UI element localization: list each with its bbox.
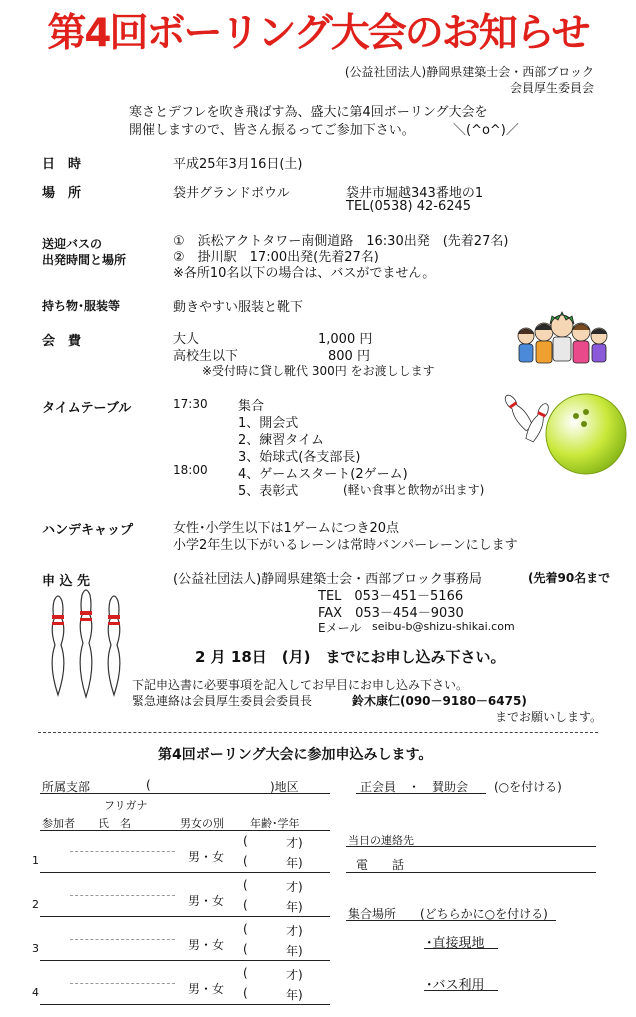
- apply-email-label: Eメール: [318, 621, 362, 635]
- timetable-item4: 4、ゲームスタート(2ゲーム): [238, 467, 408, 482]
- timetable-item1: 1、開会式: [238, 416, 299, 431]
- row-divider: [40, 960, 330, 961]
- furigana-field[interactable]: [70, 983, 175, 984]
- timetable-item5-note: (軽い食事と飲物が出ます): [343, 483, 485, 497]
- option-bus-underline: [424, 990, 498, 991]
- header-underline: [40, 830, 330, 831]
- grade-unit: 年): [286, 988, 303, 1002]
- membership-underline: [356, 793, 486, 794]
- apply-label: 申 込 先: [42, 574, 91, 589]
- col-gender: 男女の別: [180, 817, 224, 830]
- furigana-label: フリガナ: [104, 799, 148, 812]
- row-number: 4: [32, 986, 39, 999]
- timetable-item5: 5、表彰式: [238, 484, 299, 499]
- timetable-item3: 3、始球式(各支部長): [238, 450, 361, 465]
- fee-note: ※受付時に貸し靴代 300円 をお渡しします: [202, 364, 435, 378]
- grade-paren-open: (: [243, 942, 248, 956]
- apply-fax: FAX 053－454－9030: [318, 606, 464, 621]
- deadline: 2 月 18日 (月) までにお申し込み下さい。: [195, 648, 506, 666]
- age-paren-open: (: [243, 922, 248, 936]
- bus-label-line1: 送迎バスの: [42, 237, 103, 251]
- grade-unit: 年): [286, 944, 303, 958]
- branch-label: 所属支部: [42, 780, 91, 794]
- items-value: 動きやすい服装と靴下: [173, 300, 304, 315]
- apply-limit: (先着90名まで: [528, 571, 611, 585]
- apply-tel: TEL 053－451－5166: [318, 589, 464, 604]
- row-number: 1: [32, 854, 39, 867]
- gender-select[interactable]: 男・女: [188, 894, 225, 908]
- handicap-label: ハンデキャップ: [42, 523, 134, 538]
- row-number: 3: [32, 942, 39, 955]
- organizer-line2: 会員厚生委員会: [509, 81, 594, 95]
- col-participant: 参加者: [42, 817, 75, 830]
- meeting-option-bus[interactable]: ･バス利用: [426, 978, 485, 993]
- age-unit: 才): [286, 924, 303, 938]
- notes-line2-name: 鈴木康仁(090－9180－6475): [352, 694, 527, 708]
- option-direct-underline: [424, 948, 498, 949]
- meeting-label: 集合場所: [348, 907, 397, 921]
- date-label: 日 時: [42, 157, 82, 172]
- separator: [38, 732, 598, 733]
- handicap-line1: 女性･小学生以下は1ゲームにつき20点: [173, 521, 400, 536]
- membership-note: (○を付ける): [494, 780, 562, 794]
- bowling-pins-illustration: [40, 585, 135, 700]
- timetable-gather: 集合: [238, 399, 265, 414]
- page-title: 第4回ボーリング大会のお知らせ: [47, 11, 589, 56]
- col-name: 氏 名: [98, 817, 131, 830]
- grade-paren-open: (: [243, 986, 248, 1000]
- meeting-note: (どちらかに○を付ける): [420, 907, 548, 921]
- items-label: 持ち物･服装等: [42, 299, 121, 313]
- grade-paren-open: (: [243, 854, 248, 868]
- bowlers-illustration: [506, 306, 616, 376]
- form-title: 第4回ボーリング大会に参加申込みします。: [158, 747, 433, 763]
- venue-address: 袋井市堀越343番地の1: [346, 186, 484, 201]
- notes-line2-prefix: 緊急連絡は会員厚生委員会委員長: [132, 694, 313, 708]
- handicap-line2: 小学2年生以下がいるレーンは常時バンパーレーンにします: [173, 538, 518, 553]
- furigana-field[interactable]: [70, 851, 175, 852]
- bowling-ball-illustration: [498, 372, 628, 482]
- gender-select[interactable]: 男・女: [188, 938, 225, 952]
- col-age: 年齢･学年: [250, 817, 300, 830]
- grade-paren-open: (: [243, 898, 248, 912]
- bus-note: ※各所10名以下の場合は、バスがでません。: [173, 266, 436, 281]
- emoticon: ＼(^o^)／: [453, 123, 519, 138]
- age-paren-open: (: [243, 966, 248, 980]
- fee-label: 会 費: [42, 334, 82, 349]
- notes-line1: 下記申込書に必要事項を記入してお早目にお申し込み下さい。: [132, 678, 469, 692]
- age-unit: 才): [286, 836, 303, 850]
- gender-select[interactable]: 男・女: [188, 850, 225, 864]
- grade-unit: 年): [286, 856, 303, 870]
- contact-label: 当日の連絡先: [348, 834, 414, 847]
- furigana-field[interactable]: [70, 939, 175, 940]
- branch-underline: [40, 793, 330, 794]
- fee-adult-value: 1,000 円: [318, 332, 373, 347]
- bus-label-line2: 出発時間と場所: [42, 253, 127, 267]
- age-unit: 才): [286, 968, 303, 982]
- intro-line1: 寒さとデフレを吹き飛ばす為、盛大に第4回ボーリング大会を: [129, 105, 488, 120]
- branch-close: )地区: [270, 780, 299, 794]
- apply-org: (公益社団法人)静岡県建築士会・西部ブロック事務局: [173, 572, 482, 587]
- contact-underline: [346, 846, 596, 847]
- phone-label: 電 話: [356, 858, 405, 872]
- fee-student-value: 800 円: [328, 349, 370, 364]
- row-number: 2: [32, 898, 39, 911]
- row-divider: [40, 1004, 330, 1005]
- branch-open: (: [146, 778, 151, 792]
- venue-label: 場 所: [42, 186, 82, 201]
- furigana-field[interactable]: [70, 895, 175, 896]
- fee-adult-label: 大人: [173, 332, 200, 347]
- fee-student-label: 高校生以下: [173, 349, 239, 364]
- row-divider: [40, 916, 330, 917]
- gender-select[interactable]: 男・女: [188, 982, 225, 996]
- age-paren-open: (: [243, 878, 248, 892]
- timetable-item2: 2、練習タイム: [238, 433, 325, 448]
- row-divider: [40, 872, 330, 873]
- venue-tel: TEL(0538) 42-6245: [346, 199, 472, 214]
- date-value: 平成25年3月16日(土): [173, 157, 303, 172]
- bus-route2: ② 掛川駅 17:00出発(先着27名): [173, 250, 379, 265]
- timetable-label: タイムテーブル: [42, 401, 132, 416]
- timetable-time1: 17:30: [173, 397, 208, 411]
- meeting-option-direct[interactable]: ･直接現地: [426, 936, 485, 951]
- meeting-underline: [346, 920, 556, 921]
- venue-name: 袋井グランドボウル: [173, 186, 290, 201]
- notes-line3: までお願いします。: [495, 710, 603, 724]
- intro-line2: 開催しますので、皆さん振るってご参加下さい。: [129, 123, 415, 138]
- timetable-time2: 18:00: [173, 463, 208, 477]
- apply-email: seibu-b@shizu-shikai.com: [372, 620, 515, 633]
- age-unit: 才): [286, 880, 303, 894]
- organizer-line1: (公益社団法人)静岡県建築士会・西部ブロック: [344, 65, 594, 79]
- grade-unit: 年): [286, 900, 303, 914]
- bus-route1: ① 浜松アクトタワー南側道路 16:30出発 (先着27名): [173, 234, 509, 249]
- age-paren-open: (: [243, 834, 248, 848]
- phone-field[interactable]: [346, 872, 596, 873]
- membership-options[interactable]: 正会員 ・ 賛助会: [360, 780, 469, 794]
